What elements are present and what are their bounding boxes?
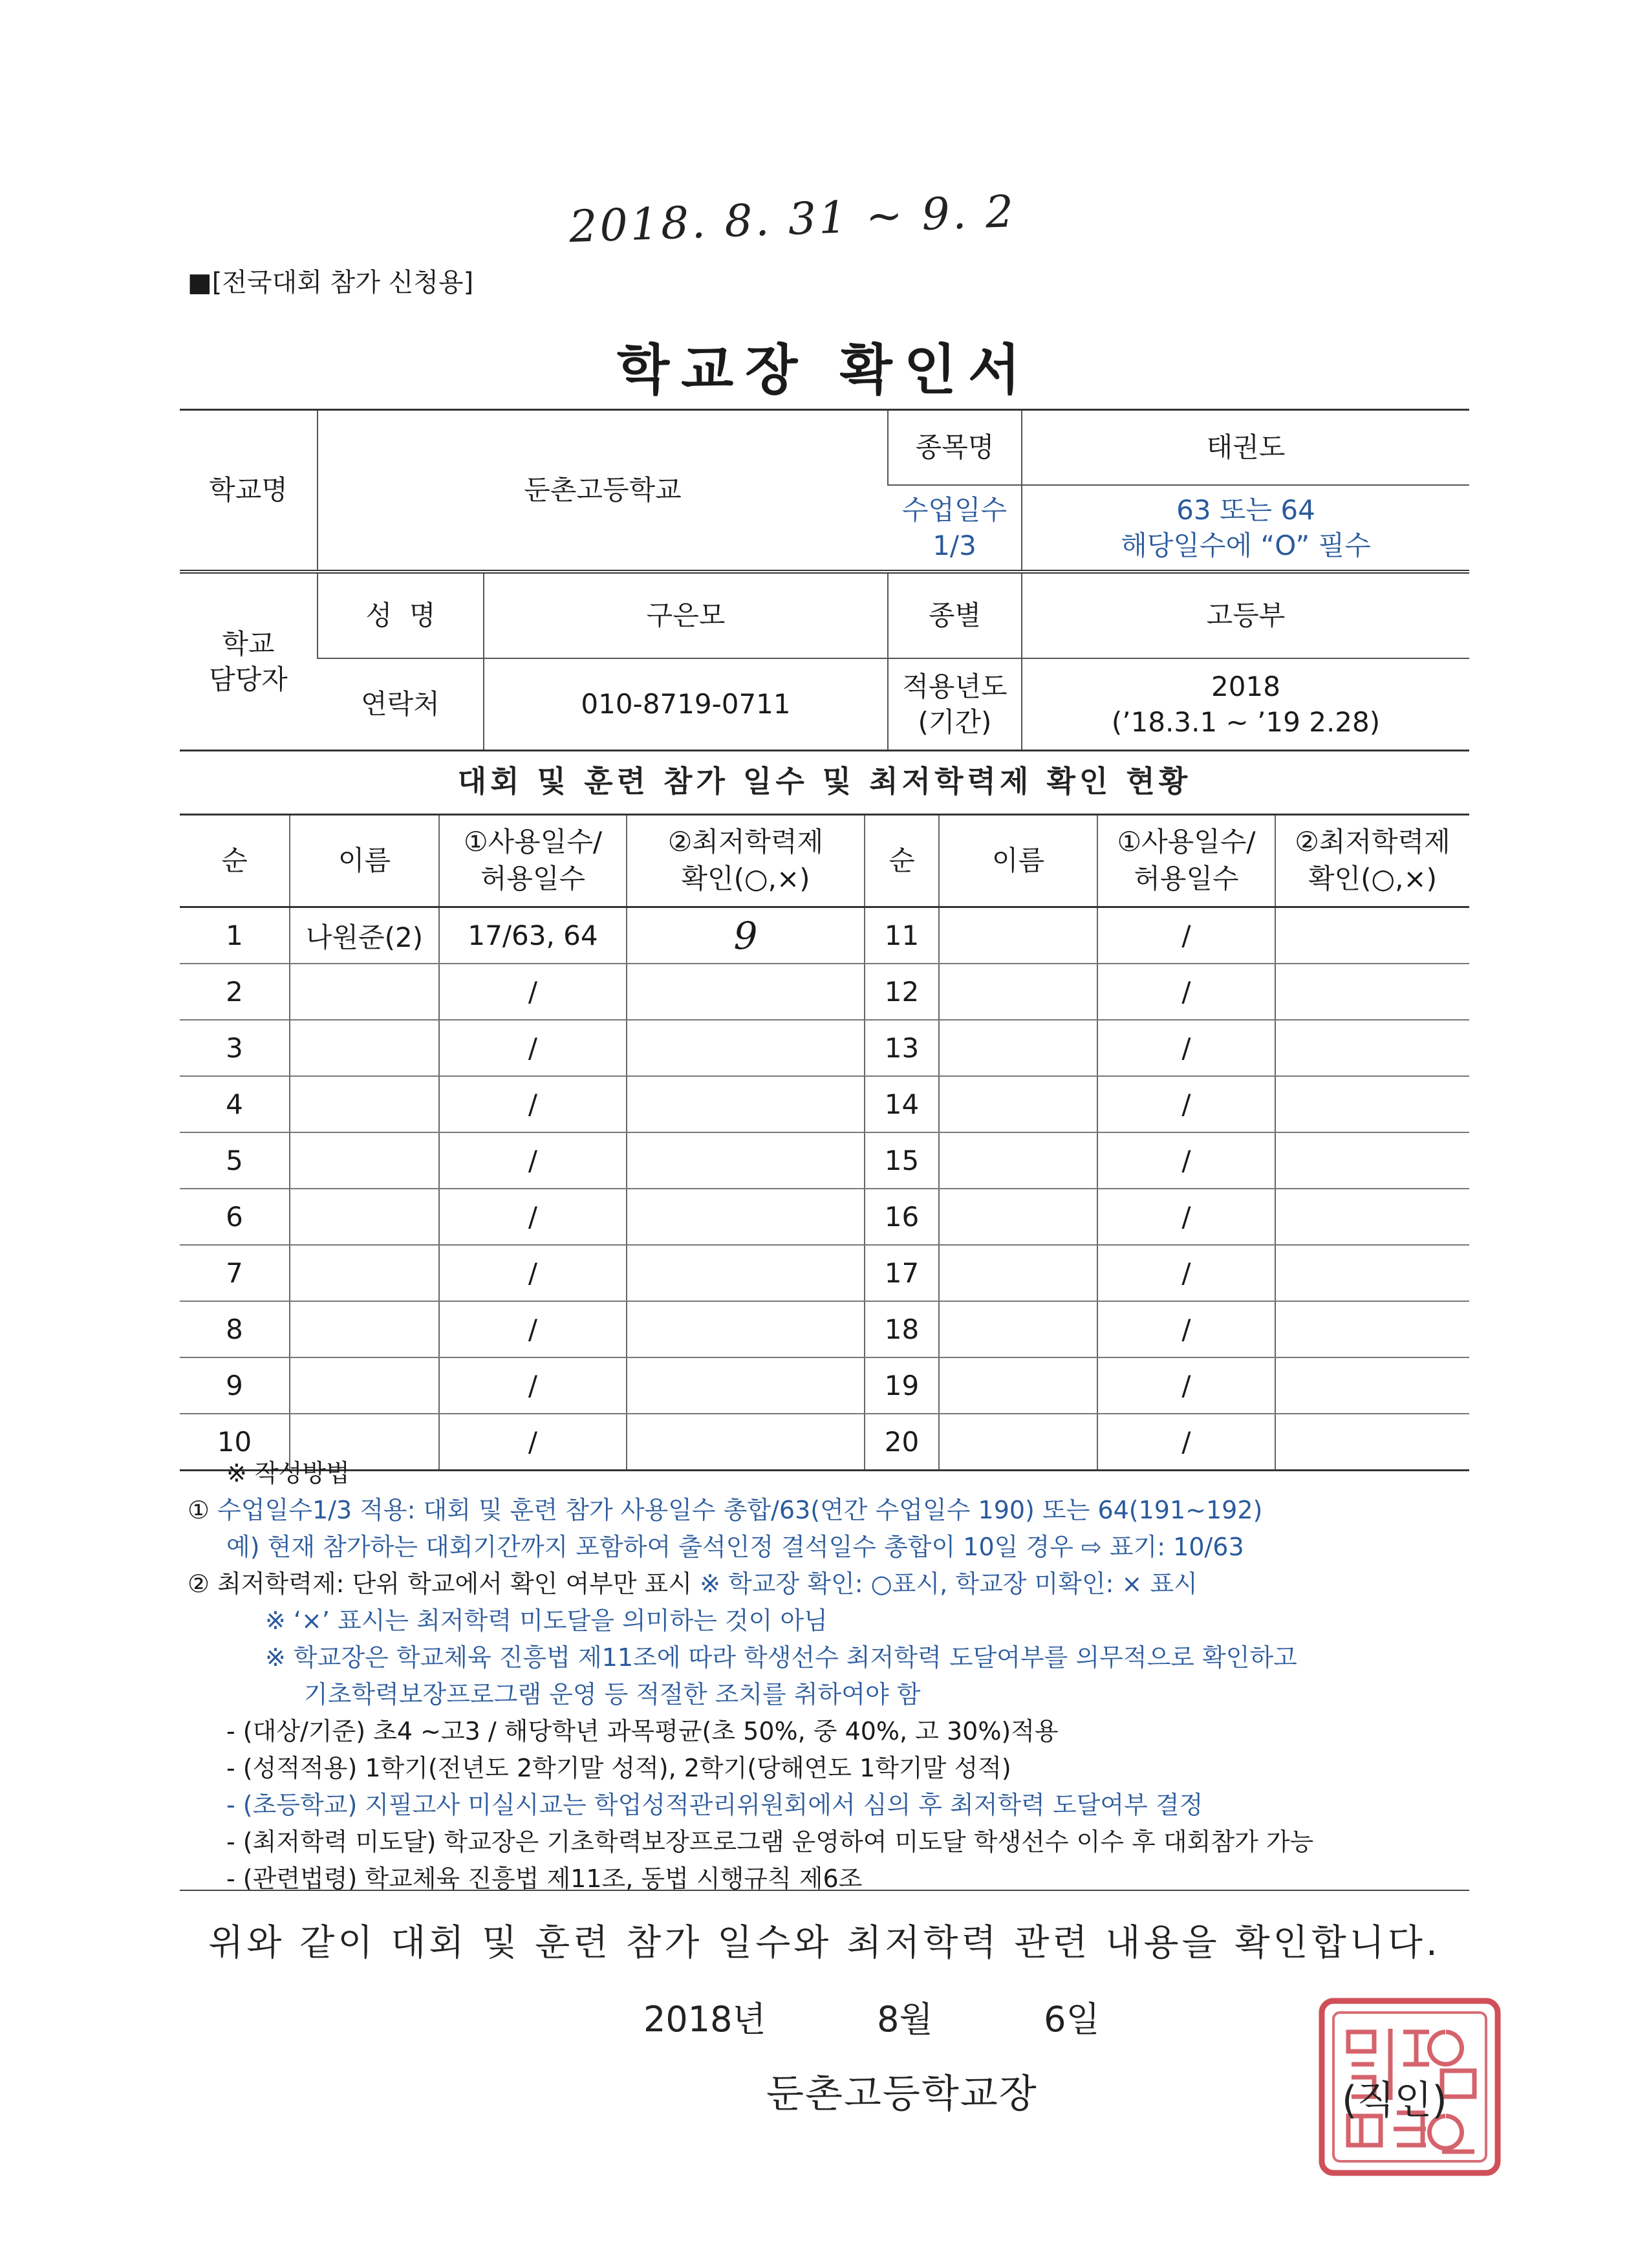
header-days-right <box>1097 815 1275 907</box>
athlete-name-right <box>939 907 1097 964</box>
row-number-right: 20 <box>865 1414 939 1471</box>
header-min-right-line2: 확인(○,×) <box>1308 863 1438 894</box>
row-number-right: 13 <box>865 1020 939 1076</box>
table-row <box>180 1076 1469 1132</box>
writing-instructions <box>188 1455 1474 1897</box>
records-header-row <box>180 815 1469 907</box>
note-4-line2: 기초학력보장프로그램 운영 등 적절한 조치를 취하여야 함 <box>304 1680 921 1709</box>
participation-records-table <box>180 814 1469 1471</box>
athlete-name-right <box>939 1245 1097 1301</box>
header-no-right: 순 <box>865 815 939 907</box>
school-days-label-line2: 1/3 <box>932 530 976 561</box>
athlete-name <box>290 1189 439 1245</box>
confirmation-statement: 위와 같이 대회 및 훈련 참가 일수와 최저학력 관련 내용을 확인합니다. <box>208 1922 1441 1964</box>
school-days-value-line1: 63 또는 64 <box>1176 493 1315 526</box>
apply-year-value-line2: (’18.3.1 ~ ’19 2.28) <box>1111 706 1381 738</box>
header-min-right <box>1275 815 1469 907</box>
used-days: / <box>439 1132 627 1189</box>
section-title: 대회 및 훈련 참가 일수 및 최저학력제 확인 현황 <box>457 764 1192 799</box>
min-academic-check <box>627 964 865 1020</box>
header-name-right: 이름 <box>939 815 1097 907</box>
row-number: 1 <box>180 907 290 964</box>
detail-elementary: - (초등학교) 지필고사 미실시교는 학업성적관리위원회에서 심의 후 최저학력 도달여부 결정 <box>226 1791 1203 1819</box>
seal-label: (직인) <box>1342 2078 1447 2123</box>
athlete-name-right <box>939 1301 1097 1357</box>
header-days-right-line2: 허용일수 <box>1134 863 1239 894</box>
used-days-right: / <box>1097 1245 1275 1301</box>
header-days-line1: ①사용일수/ <box>463 826 603 858</box>
min-academic-check <box>627 1301 865 1357</box>
header-days-right-line1: ①사용일수/ <box>1117 826 1256 858</box>
school-days-value-line2: 해당일수에 “O” 필수 <box>1121 530 1371 561</box>
athlete-name-right <box>939 1020 1097 1076</box>
athlete-name-right <box>939 1076 1097 1132</box>
min-academic-check-right <box>1275 1357 1469 1414</box>
row-number-right: 15 <box>865 1132 939 1189</box>
school-days-label <box>888 485 1022 572</box>
table-row <box>180 1189 1469 1245</box>
used-days-right: / <box>1097 1301 1275 1357</box>
used-days: / <box>439 1301 627 1357</box>
athlete-name <box>290 1076 439 1132</box>
min-academic-check-right <box>1275 1189 1469 1245</box>
header-no: 순 <box>180 815 290 907</box>
min-academic-check <box>627 1189 865 1245</box>
table-row <box>180 1020 1469 1076</box>
apply-year-value <box>1022 658 1469 751</box>
min-academic-check <box>627 1132 865 1189</box>
row-number-right: 14 <box>865 1076 939 1132</box>
min-academic-check-right <box>1275 1245 1469 1301</box>
handwritten-date: 2018. 8. 31 ~ 9. 2 <box>568 186 1017 254</box>
row-number-right: 12 <box>865 964 939 1020</box>
row-number: 10 <box>180 1414 290 1471</box>
row-number: 3 <box>180 1020 290 1076</box>
used-days: / <box>439 1189 627 1245</box>
athlete-name <box>290 1301 439 1357</box>
athlete-name-right <box>939 1357 1097 1414</box>
school-name-value: 둔촌고등학교 <box>318 410 888 572</box>
min-academic-check <box>627 1020 865 1076</box>
signature-date: 2018년 8월 6일 <box>643 1999 1100 2040</box>
event-value: 태권도 <box>1022 410 1469 486</box>
used-days: / <box>439 964 627 1020</box>
table-row <box>180 1301 1469 1357</box>
header-days-line2: 허용일수 <box>480 863 586 894</box>
used-days: / <box>439 1076 627 1132</box>
used-days: / <box>439 1245 627 1301</box>
table-row <box>180 907 1469 964</box>
staff-name-label: 성 명 <box>318 572 484 658</box>
min-academic-check <box>627 1357 865 1414</box>
apply-year-value-line1: 2018 <box>1211 670 1280 702</box>
row-number-right: 17 <box>865 1245 939 1301</box>
principal-title: 둔촌고등학교장 <box>766 2071 1038 2117</box>
row-number: 5 <box>180 1132 290 1189</box>
used-days: 17/63, 64 <box>439 907 627 964</box>
category-label: 종별 <box>888 572 1022 658</box>
note-3: ※ ‘×’ 표시는 최저학력 미도달을 의미하는 것이 아님 <box>265 1606 828 1635</box>
header-days <box>439 815 627 907</box>
row-number-right: 16 <box>865 1189 939 1245</box>
used-days-right: / <box>1097 1076 1275 1132</box>
school-name-label: 학교명 <box>180 410 318 572</box>
athlete-name <box>290 1020 439 1076</box>
athlete-name-right <box>939 1189 1097 1245</box>
used-days-right: / <box>1097 907 1275 964</box>
note-2-text: ② 최저학력제: 단위 학교에서 확인 여부만 표시 <box>188 1570 700 1598</box>
row-number: 7 <box>180 1245 290 1301</box>
note-1 <box>188 1492 1474 1529</box>
table-row <box>180 964 1469 1020</box>
row-number-right: 19 <box>865 1357 939 1414</box>
header-min-line1: ②최저학력제 <box>667 826 824 858</box>
row-number: 9 <box>180 1357 290 1414</box>
table-row <box>180 1132 1469 1189</box>
form-type-label: ■[전국대회 참가 신청용] <box>188 268 474 297</box>
note-2 <box>188 1566 1474 1603</box>
min-academic-check: 9 <box>627 907 865 964</box>
staff-label-line2: 담당자 <box>209 664 288 695</box>
header-min <box>627 815 865 907</box>
used-days-right: / <box>1097 964 1275 1020</box>
min-academic-check-right <box>1275 907 1469 964</box>
used-days-right: / <box>1097 1189 1275 1245</box>
min-academic-check-right <box>1275 1076 1469 1132</box>
athlete-name-right <box>939 1132 1097 1189</box>
contact-label: 연락처 <box>318 658 484 751</box>
apply-year-label <box>888 658 1022 751</box>
header-name: 이름 <box>290 815 439 907</box>
athlete-name <box>290 1357 439 1414</box>
min-academic-check-right <box>1275 1132 1469 1189</box>
row-number: 6 <box>180 1189 290 1245</box>
document-title: 학교장 확인서 <box>616 338 1033 402</box>
min-academic-check-right <box>1275 964 1469 1020</box>
note-1-marker: ① <box>188 1496 218 1524</box>
row-number-right: 18 <box>865 1301 939 1357</box>
apply-year-label-line2: (기간) <box>918 706 992 738</box>
header-min-right-line1: ②최저학력제 <box>1295 826 1450 858</box>
detail-below-minimum: - (최저학력 미도달) 학교장은 기초학력보장프로그램 운영하여 미도달 학생선수 이수 후 대회참가 가능 <box>226 1828 1314 1856</box>
school-days-value <box>1022 485 1469 572</box>
notes-heading: ※ 작성방법 <box>226 1459 350 1487</box>
min-academic-check <box>627 1076 865 1132</box>
min-academic-check-right <box>1275 1020 1469 1076</box>
staff-label <box>180 572 318 751</box>
athlete-name <box>290 1245 439 1301</box>
row-number: 4 <box>180 1076 290 1132</box>
note-1-example: 예) 현재 참가하는 대회기간까지 포함하여 출석인정 결석일수 총합이 10일 경우 ⇨ 표기: 10/63 <box>226 1533 1244 1561</box>
row-number: 8 <box>180 1301 290 1357</box>
used-days-right: / <box>1097 1020 1275 1076</box>
note-2-mark-rule: ※ 학교장 확인: ○표시, 학교장 미확인: × 표시 <box>700 1570 1198 1598</box>
staff-name-value: 구은모 <box>484 572 888 658</box>
note-1-text: 수업일수1/3 적용: 대회 및 훈련 참가 사용일수 총합/63(연간 수업일수 190) 또는 64(191~192) <box>217 1496 1263 1524</box>
athlete-name: 나원준(2) <box>290 907 439 964</box>
min-academic-check <box>627 1245 865 1301</box>
header-min-line2: 확인(○,×) <box>681 863 810 894</box>
event-label: 종목명 <box>888 410 1022 486</box>
used-days-right: / <box>1097 1357 1275 1414</box>
min-academic-check-right <box>1275 1301 1469 1357</box>
detail-related-law: - (관련법령) 학교체육 진흥법 제11조, 동법 시행규칙 제6조 <box>226 1864 863 1893</box>
notes-divider <box>180 1890 1469 1891</box>
category-value: 고등부 <box>1022 572 1469 658</box>
used-days-right: / <box>1097 1132 1275 1189</box>
athlete-name <box>290 964 439 1020</box>
used-days: / <box>439 1357 627 1414</box>
contact-value: 010-8719-0711 <box>484 658 888 751</box>
school-days-label-line1: 수업일수 <box>901 493 1008 526</box>
staff-label-line1: 학교 <box>222 627 275 660</box>
detail-grade-application: - (성적적용) 1학기(전년도 2학기말 성적), 2학기(당해연도 1학기말 성적) <box>226 1754 1011 1782</box>
detail-target-criteria: - (대상/기준) 초4 ~고3 / 해당학년 과목평균(초 50%, 중 40%, 고 30%)적용 <box>226 1717 1059 1745</box>
row-number-right: 11 <box>865 907 939 964</box>
table-row <box>180 1245 1469 1301</box>
note-4-line1: ※ 학교장은 학교체육 진흥법 제11조에 따라 학생선수 최저학력 도달여부를 의무적으로 확인하고 <box>265 1643 1297 1672</box>
used-days: / <box>439 1020 627 1076</box>
used-days-right: / <box>1097 1414 1275 1471</box>
athlete-name <box>290 1132 439 1189</box>
used-days: / <box>439 1414 627 1471</box>
athlete-name-right <box>939 964 1097 1020</box>
table-row <box>180 1357 1469 1414</box>
row-number: 2 <box>180 964 290 1020</box>
apply-year-label-line1: 적용년도 <box>902 670 1008 702</box>
school-info-table <box>180 409 1469 751</box>
